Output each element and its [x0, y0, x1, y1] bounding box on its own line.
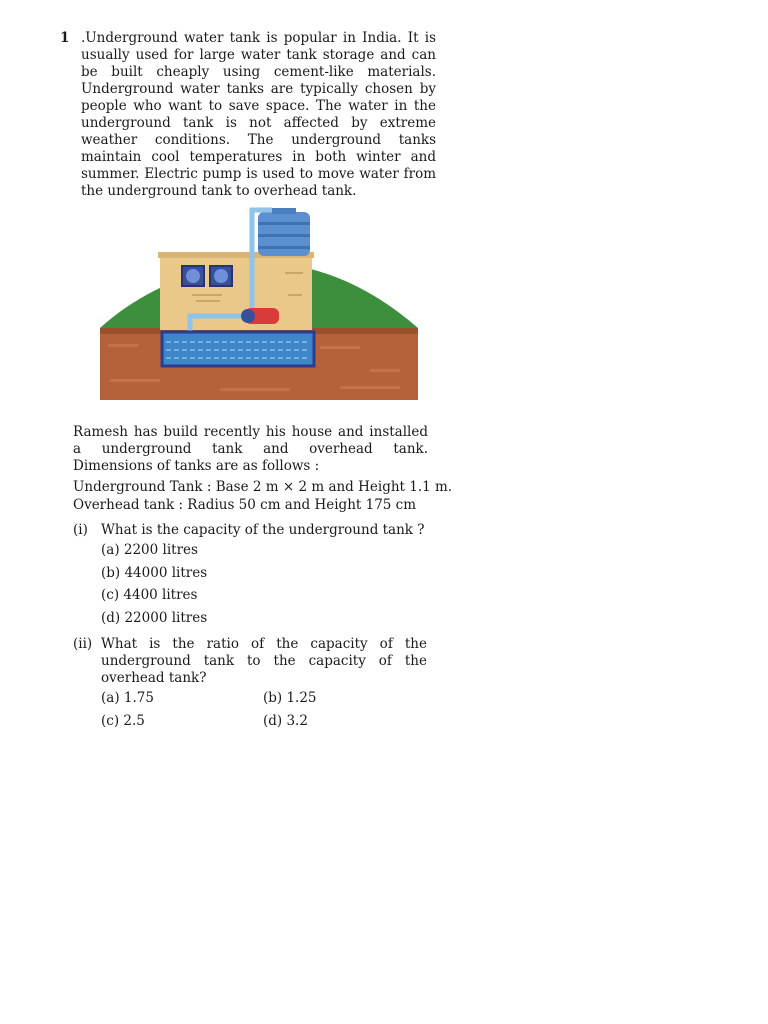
- question-number: 1: [60, 30, 70, 46]
- water-tank-illustration: [100, 204, 418, 400]
- scenario-intro: Ramesh has build recently his house and installed a underground tank and overhead tank. Dimensions of tanks are as follows :: [73, 424, 428, 474]
- subquestion-2-text: What is the ratio of the capacity of the underground tank to the capacity of the overhead tank?: [101, 636, 427, 686]
- subquestion-1-text: What is the capacity of the underground tank ?: [101, 522, 425, 538]
- subquestion-2-option-a[interactable]: (a) 1.75: [101, 690, 154, 706]
- overhead-dimensions: Overhead tank : Radius 50 cm and Height 175 cm: [73, 497, 417, 513]
- subquestion-2-label: (ii): [73, 636, 93, 652]
- subquestion-1-label: (i): [73, 522, 88, 538]
- subquestion-1-option-b[interactable]: (b) 44000 litres: [101, 565, 208, 581]
- subquestion-2-option-b[interactable]: (b) 1.25: [263, 690, 317, 706]
- subquestion-2-option-d[interactable]: (d) 3.2: [263, 713, 308, 729]
- subquestion-1-option-c[interactable]: (c) 4400 litres: [101, 587, 198, 603]
- subquestion-1-option-d[interactable]: (d) 22000 litres: [101, 610, 208, 626]
- underground-dimensions: Underground Tank : Base 2 m × 2 m and Height 1.1 m.: [73, 479, 453, 495]
- question-passage: .Underground water tank is popular in India. It is usually used for large water tank storage and can be built cheaply using cement-like materials. Underground water tanks are typically chosen by people who want to save space. The water in the underground tank is not affected by extreme weather conditions. The underground tanks maintain cool temperatures in both winter and summer. Electric pump is used to move water from the underground tank to overhead tank.: [81, 30, 436, 199]
- underground-tank: [162, 332, 314, 366]
- subquestion-1-option-a[interactable]: (a) 2200 litres: [101, 542, 198, 558]
- subquestion-2-option-c[interactable]: (c) 2.5: [101, 713, 145, 729]
